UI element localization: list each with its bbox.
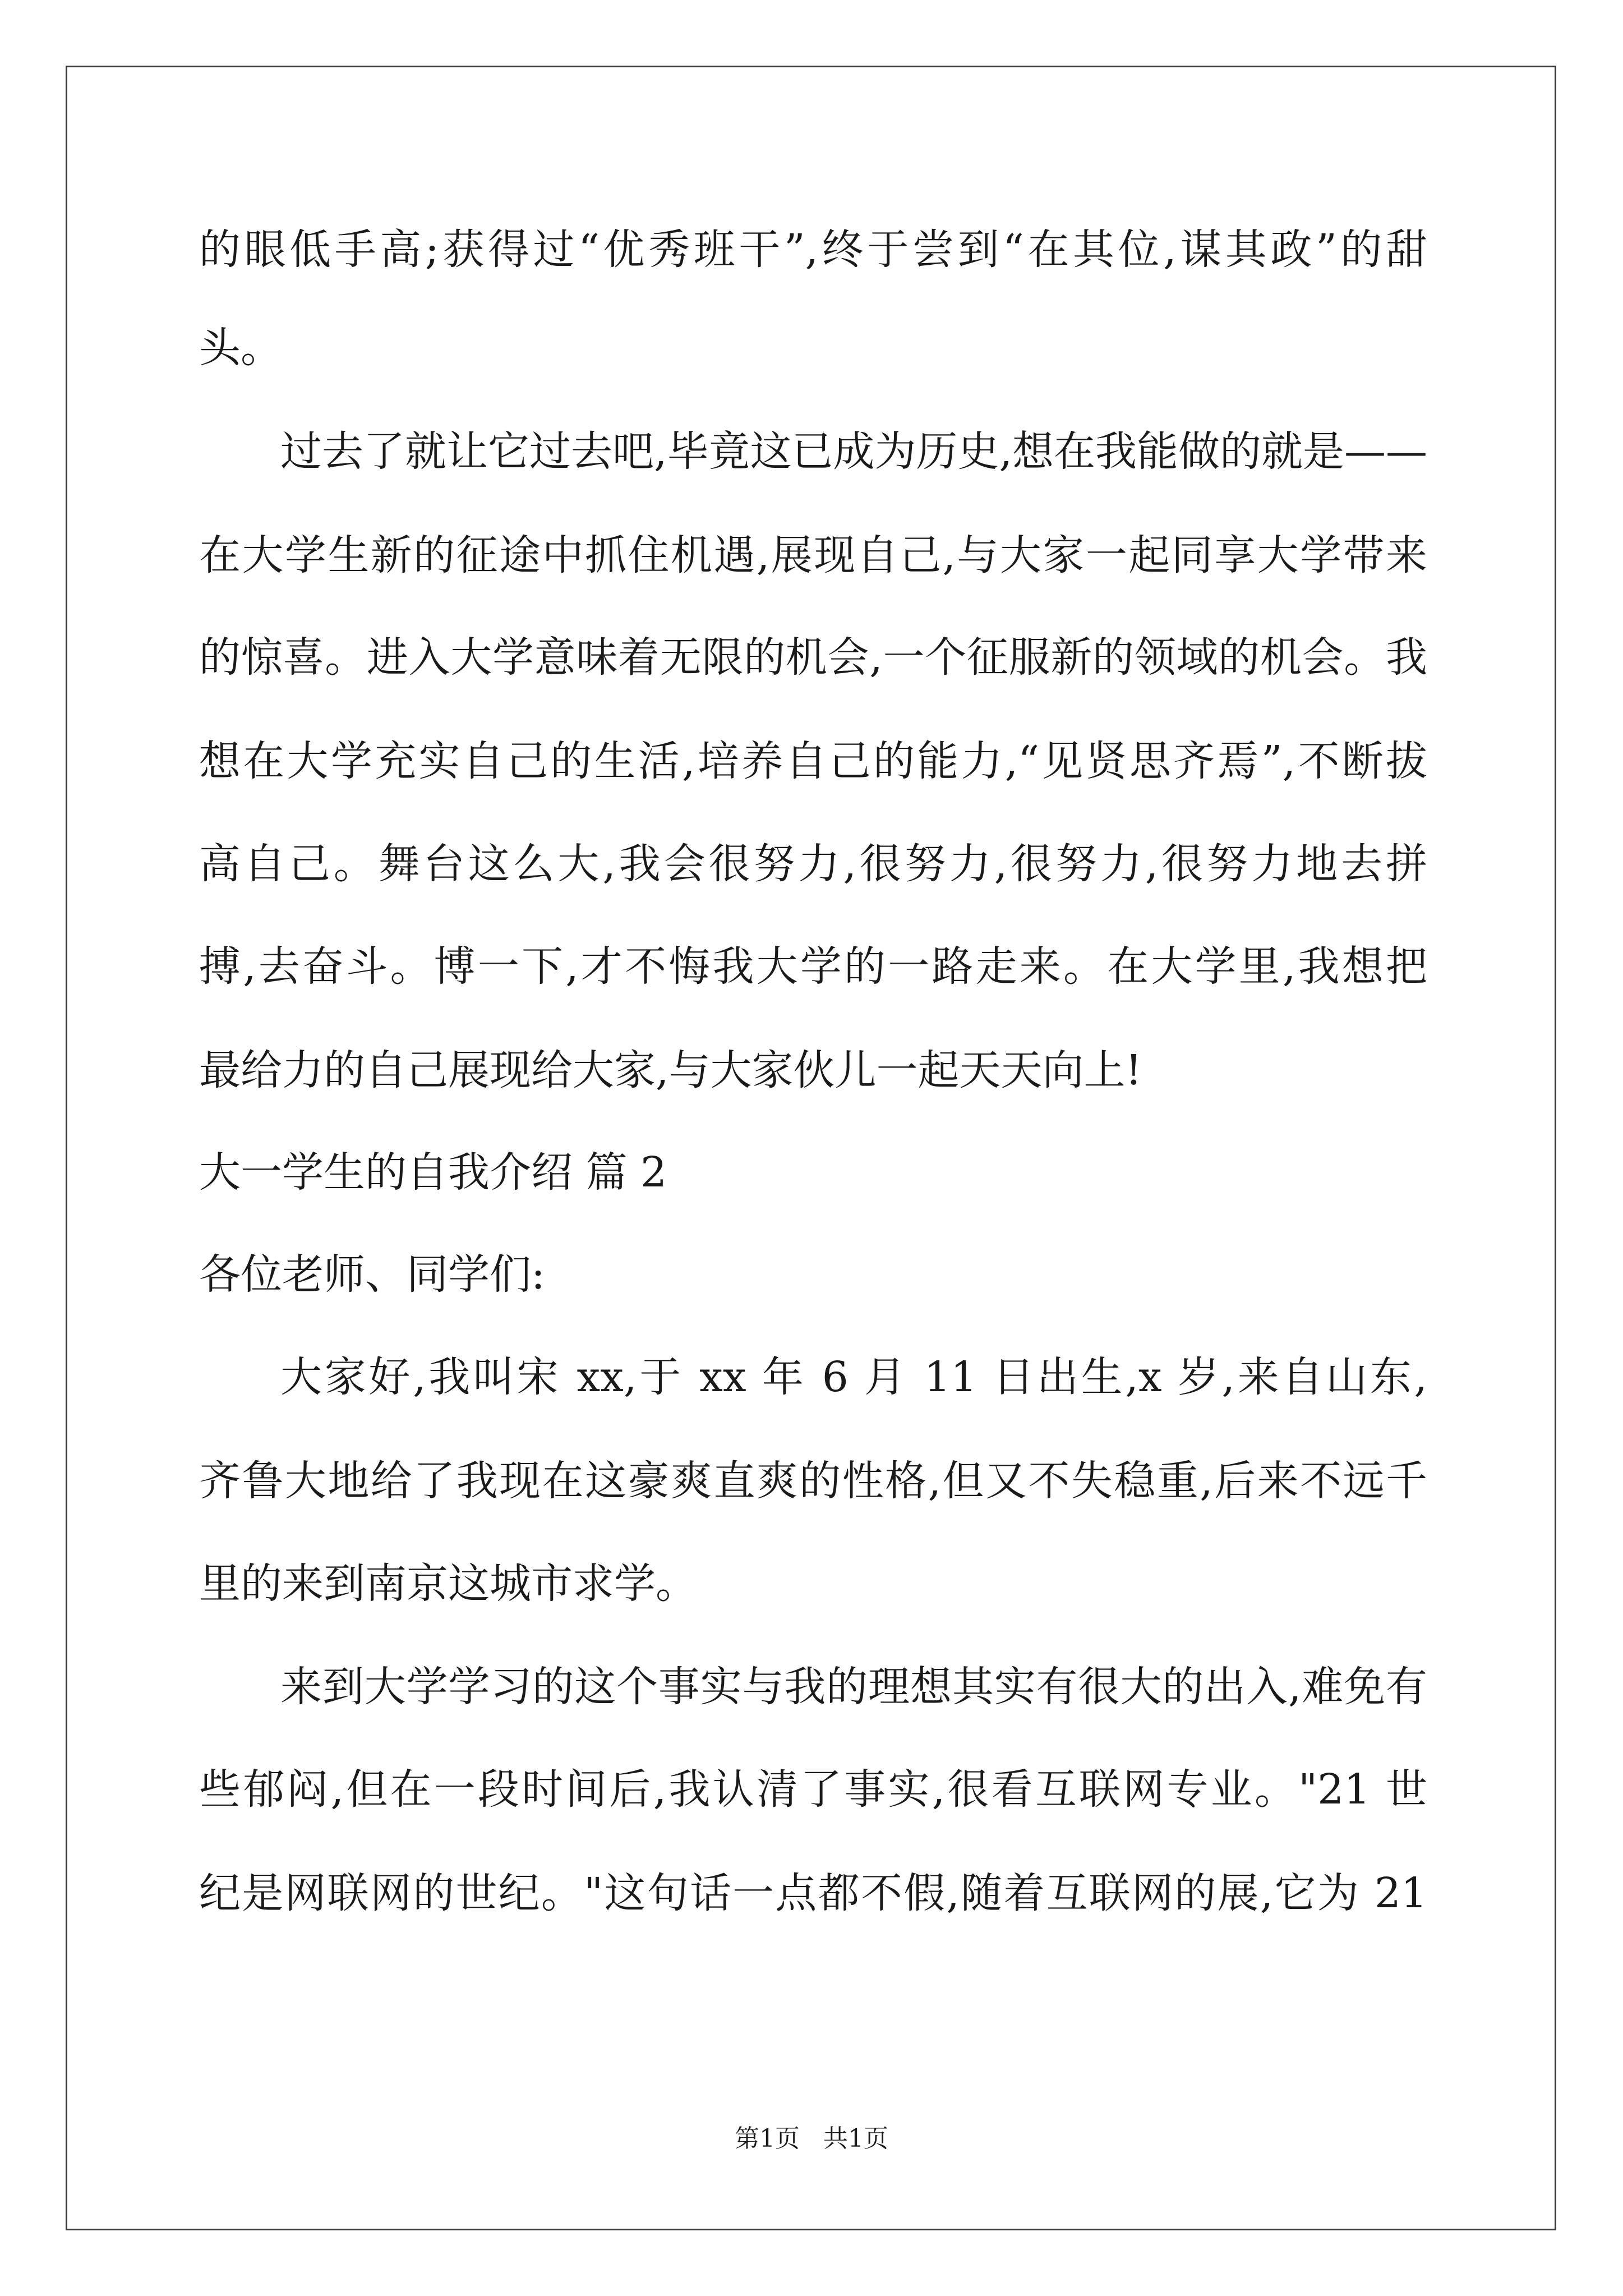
paragraph-line: 齐鲁大地给了我现在这豪爽直爽的性格,但又不失稳重,后来不远千 <box>199 1457 1427 1505</box>
paragraph-line: 的眼低手高;获得过“优秀班干”,终于尝到“在其位,谋其政”的甜 <box>199 226 1427 274</box>
paragraph-line: 大家好,我叫宋 xx,于 xx 年 6 月 11 日出生,x 岁,来自山东, <box>280 1353 1427 1401</box>
page-footer: 第1页 共1页 <box>735 2124 888 2153</box>
paragraph-line: 里的来到南京这城市求学。 <box>199 1559 697 1608</box>
paragraph-line: 高自己。舞台这么大,我会很努力,很努力,很努力,很努力地去拼 <box>199 840 1427 888</box>
paragraph-line: 头。 <box>199 324 282 372</box>
paragraph-line: 纪是网联网的世纪。"这句话一点都不假,随着互联网的展,它为 21 <box>199 1869 1427 1917</box>
section-heading: 大一学生的自我介绍 篇 2 <box>199 1148 667 1197</box>
paragraph-line: 在大学生新的征途中抓住机遇,展现自己,与大家一起同享大学带来 <box>199 531 1427 579</box>
salutation: 各位老师、同学们: <box>199 1250 545 1299</box>
paragraph-line: 最给力的自己展现给大家,与大家伙儿一起天天向上! <box>199 1046 1142 1094</box>
paragraph-line: 搏,去奋斗。博一下,才不悔我大学的一路走来。在大学里,我想把 <box>199 942 1427 991</box>
paragraph-line: 想在大学充实自己的生活,培养自己的能力,“见贤思齐焉”,不断拔 <box>199 737 1427 785</box>
paragraph-line: 些郁闷,但在一段时间后,我认清了事实,很看互联网专业。"21 世 <box>199 1765 1427 1814</box>
paragraph-line: 的惊喜。进入大学意味着无限的机会,一个征服新的领域的机会。我 <box>199 633 1427 682</box>
paragraph-line: 过去了就让它过去吧,毕竟这已成为历史,想在我能做的就是—— <box>280 427 1428 476</box>
paragraph-line: 来到大学学习的这个事实与我的理想其实有很大的出入,难免有 <box>280 1663 1427 1711</box>
